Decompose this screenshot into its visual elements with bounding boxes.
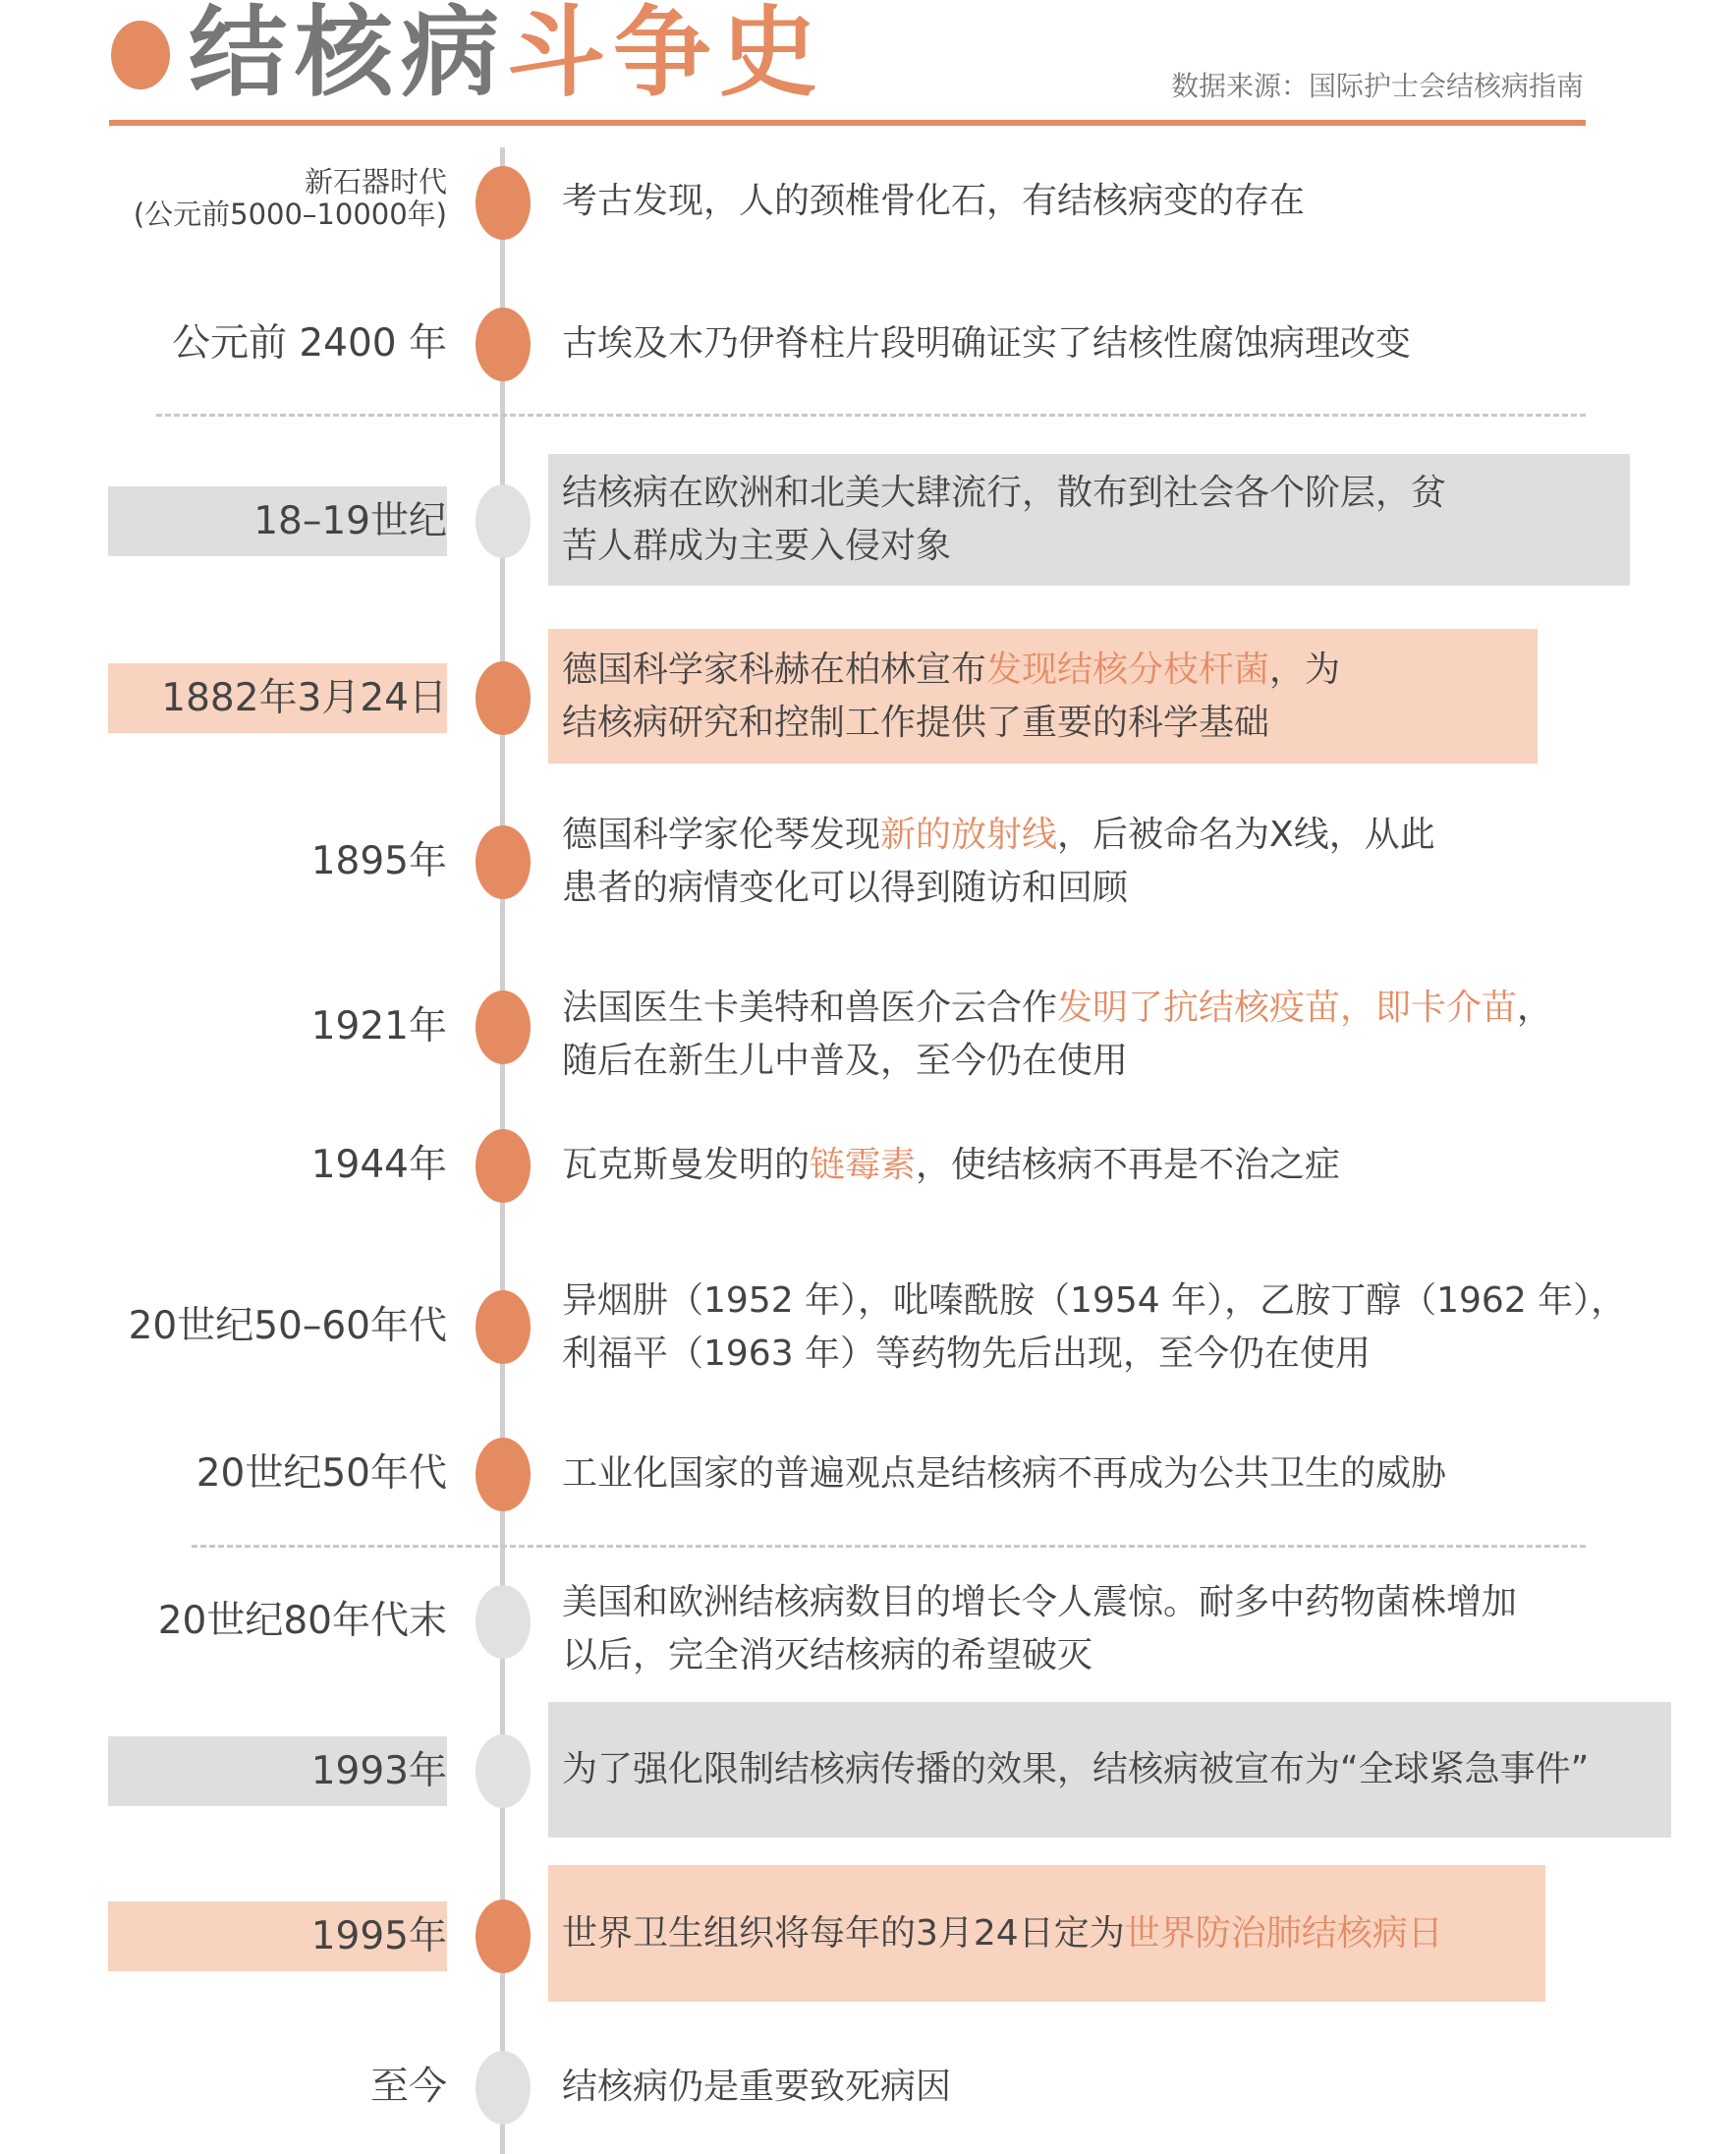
highlighted-text: 世界防治肺结核病日 xyxy=(1124,1912,1443,1954)
description-line xyxy=(562,1328,1626,1381)
timeline-node-10 xyxy=(476,1585,531,1659)
event-description-11 xyxy=(548,1702,1671,1838)
timeline-node-3 xyxy=(476,484,531,558)
event-date-7: 1944年 xyxy=(310,1143,447,1187)
description-line xyxy=(562,1576,1517,1629)
era-divider-1 xyxy=(156,414,1586,417)
event-description-8 xyxy=(548,1275,1626,1381)
event-date-3: 18–19世纪 xyxy=(108,486,447,556)
text-segment: 世界卫生组织将每年的3月24日定为 xyxy=(562,1912,1125,1954)
text-segment: 瓦克斯曼发明的 xyxy=(562,1145,811,1185)
event-description-9 xyxy=(548,1447,1446,1501)
description-line xyxy=(562,862,1435,915)
highlighted-text: 链霉素 xyxy=(810,1145,917,1185)
timeline-node-7 xyxy=(476,1129,531,1203)
text-segment: ， xyxy=(1517,988,1553,1028)
event-description-1 xyxy=(548,175,1305,228)
text-segment: 随后在新生儿中普及，至今仍在使用 xyxy=(562,1041,1129,1081)
event-description-6 xyxy=(548,982,1552,1088)
description-line xyxy=(562,2061,951,2114)
event-date-2: 公元前 2400 年 xyxy=(171,321,447,366)
description-line xyxy=(562,697,1538,750)
event-description-7 xyxy=(548,1139,1340,1192)
header-bullet-dot xyxy=(111,21,170,89)
text-segment: 异烟肼（1952 年），吡嗪酰胺（1954 年），乙胺丁醇（1962 年）， xyxy=(562,1280,1627,1321)
event-description-5 xyxy=(548,809,1435,915)
text-segment: 结核病在欧洲和北美大肆流行，散布到社会各个阶层，贫 xyxy=(562,473,1447,513)
highlighted-text: 发现结核分枝杆菌 xyxy=(986,649,1270,690)
era-divider-2 xyxy=(192,1545,1586,1548)
timeline-node-1 xyxy=(476,166,531,240)
title-part-1: 结核病 xyxy=(189,0,507,110)
event-date-11: 1993年 xyxy=(108,1736,447,1806)
description-line xyxy=(562,982,1552,1035)
text-segment: ，后被命名为X线，从此 xyxy=(1057,815,1435,855)
timeline-node-13 xyxy=(476,2051,531,2125)
description-line xyxy=(562,1035,1552,1088)
text-segment: 利福平（1963 年）等药物先后出现，至今仍在使用 xyxy=(562,1333,1372,1374)
event-description-10 xyxy=(548,1576,1517,1682)
event-description-2 xyxy=(548,317,1411,370)
text-segment: 德国科学家伦琴发现 xyxy=(562,815,881,855)
event-date-5: 1895年 xyxy=(310,839,447,883)
event-description-3 xyxy=(548,454,1630,586)
event-date-6: 1921年 xyxy=(310,1004,447,1049)
timeline-node-12 xyxy=(476,1899,531,1973)
timeline-node-2 xyxy=(476,308,531,381)
event-date-13: 至今 xyxy=(369,2065,447,2109)
event-description-4 xyxy=(548,629,1538,764)
text-segment: 考古发现，人的颈椎骨化石，有结核病变的存在 xyxy=(562,181,1306,221)
timeline-node-5 xyxy=(476,825,531,899)
text-segment: 法国医生卡美特和兽医介云合作 xyxy=(562,988,1058,1028)
event-description-12 xyxy=(548,1865,1545,2002)
description-line xyxy=(562,1139,1340,1192)
text-segment: ，使结核病不再是不治之症 xyxy=(916,1145,1341,1185)
description-line xyxy=(562,175,1305,228)
timeline-node-4 xyxy=(476,661,531,735)
text-segment: 患者的病情变化可以得到随访和回顾 xyxy=(562,868,1129,908)
description-line xyxy=(562,644,1538,697)
description-line xyxy=(562,1447,1446,1501)
event-date-4: 1882年3月24日 xyxy=(108,663,447,733)
description-line xyxy=(562,1629,1517,1682)
description-line xyxy=(562,520,1630,573)
highlighted-text: 发明了抗结核疫苗，即卡介苗 xyxy=(1057,988,1518,1028)
text-segment: 工业化国家的普遍观点是结核病不再成为公共卫生的威胁 xyxy=(562,1453,1447,1494)
event-date-1 xyxy=(108,166,447,232)
text-segment: 苦人群成为主要入侵对象 xyxy=(562,526,952,566)
description-line xyxy=(562,467,1630,520)
event-date-line-2: (公元前5000–10000年) xyxy=(133,198,447,232)
event-description-13 xyxy=(548,2061,951,2114)
header-divider xyxy=(109,120,1586,126)
text-segment: 以后，完全消灭结核病的希望破灭 xyxy=(562,1635,1093,1675)
event-date-8: 20世纪50–60年代 xyxy=(128,1304,447,1348)
page-title xyxy=(189,0,825,112)
data-source-note: 数据来源：国际护士会结核病指南 xyxy=(1170,70,1584,102)
event-date-10: 20世纪80年代末 xyxy=(157,1599,447,1643)
title-part-2: 斗争史 xyxy=(507,0,825,110)
description-line xyxy=(562,1275,1626,1328)
description-line xyxy=(562,1907,1545,1960)
text-segment: 古埃及木乃伊脊柱片段明确证实了结核性腐蚀病理改变 xyxy=(562,323,1412,364)
event-date-line-1: 新石器时代 xyxy=(304,165,447,198)
timeline-node-6 xyxy=(476,991,531,1064)
highlighted-text: 新的放射线 xyxy=(880,815,1058,855)
text-segment: 美国和欧洲结核病数目的增长令人震惊。耐多中药物菌株增加 xyxy=(562,1582,1518,1622)
event-date-12: 1995年 xyxy=(108,1901,447,1971)
text-segment: 结核病仍是重要致死病因 xyxy=(562,2067,952,2107)
timeline-node-9 xyxy=(476,1438,531,1511)
text-segment: ，为 xyxy=(1269,649,1341,690)
text-segment: 为了强化限制结核病传播的效果，结核病被宣布为“全球紧急事件” xyxy=(562,1749,1590,1789)
description-line xyxy=(562,1743,1671,1796)
timeline-node-8 xyxy=(476,1290,531,1364)
text-segment: 德国科学家科赫在柏林宣布 xyxy=(562,649,987,690)
description-line xyxy=(562,317,1411,370)
text-segment: 结核病研究和控制工作提供了重要的科学基础 xyxy=(562,702,1270,743)
event-date-9: 20世纪50年代 xyxy=(196,1451,447,1496)
description-line xyxy=(562,809,1435,862)
timeline-node-11 xyxy=(476,1734,531,1808)
